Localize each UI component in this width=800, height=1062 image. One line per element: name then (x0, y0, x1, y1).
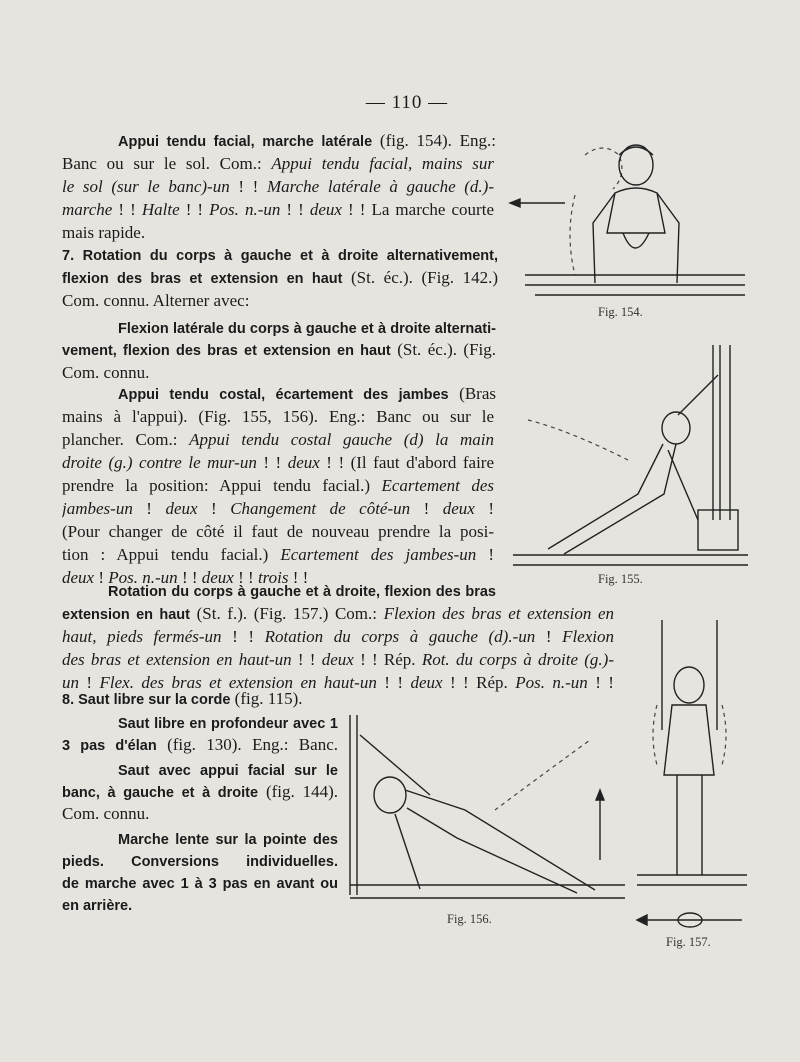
text-segment: Marche latérale à gauche (d.)- (266, 177, 494, 196)
text-segment: Appui tendu costal gauche (d) la main (189, 430, 494, 449)
caption-fig-154: Fig. 154. (598, 305, 643, 319)
text-segment: le sol (sur le banc)-un (62, 177, 230, 196)
text-line (62, 362, 149, 384)
text-line (118, 130, 496, 152)
text-segment: ! ! La marche courte (341, 200, 494, 219)
text-segment: ! ! (280, 200, 310, 219)
text-segment: (fig. 130). Eng.: Banc. (156, 735, 338, 754)
text-segment: deux (201, 568, 234, 587)
text-segment: deux (410, 673, 443, 692)
text-segment: (Pour changer de côté il faut de nouveau prendre la posi- (62, 522, 494, 541)
text-line (62, 872, 338, 894)
text-segment: (fig. 144). (258, 782, 338, 801)
text-segment: (fig. 115). (230, 689, 303, 708)
text-segment: plancher. Com.: (62, 430, 190, 449)
figure-157-illustration (632, 610, 752, 930)
text-segment: ! ! (229, 177, 267, 196)
text-segment: ! ! (256, 453, 288, 472)
text-segment: ! (79, 673, 100, 692)
text-line (62, 649, 614, 671)
text-segment: de marche avec 1 à 3 pas en avant ou (62, 876, 338, 892)
text-line (62, 521, 494, 543)
text-line (62, 603, 614, 625)
caption-fig-156: Fig. 156. (447, 912, 492, 926)
text-line (62, 688, 303, 711)
text-segment: Pos. n.-un (209, 200, 281, 219)
text-line (62, 267, 498, 289)
text-line (108, 580, 496, 602)
text-segment: marche (62, 200, 113, 219)
text-line (62, 781, 338, 803)
text-segment: Ecartement des (381, 476, 494, 495)
text-segment: tion : Appui tendu facial.) (62, 545, 281, 564)
text-segment: mais rapide. (62, 223, 146, 242)
text-segment: Com. connu. (62, 804, 150, 823)
text-segment: Marche lente sur la pointe des (118, 832, 338, 848)
text-line (62, 176, 494, 198)
text-segment: ! ! (288, 568, 309, 587)
text-segment: Saut libre sur la corde (74, 692, 231, 708)
text-segment: deux (309, 200, 342, 219)
text-line (118, 828, 338, 850)
text-segment: Ecartement des jambes-un (280, 545, 477, 564)
text-segment: pieds. Conversions individuelles. (62, 854, 338, 870)
text-segment: (St. f.). (Fig. 157.) Com.: (190, 604, 384, 623)
text-segment: (fig. 154). Eng.: (372, 131, 496, 150)
text-segment: Rotation du corps à gauche et à droite, flexion des bras (108, 584, 496, 600)
text-segment: Banc ou sur le sol. Com.: (62, 154, 272, 173)
text-segment: 7. (62, 248, 75, 264)
text-line (62, 406, 494, 428)
text-line (118, 383, 496, 405)
text-line (62, 734, 338, 756)
text-segment: (St. éc.). (Fig. (397, 340, 496, 359)
text-segment: Saut libre en profondeur avec 1 (118, 716, 338, 732)
text-segment: Flex. des bras et extension en haut-un (99, 673, 377, 692)
text-segment: ! (474, 499, 494, 518)
text-segment: Flexion des bras et extension en (383, 604, 614, 623)
text-segment: ! ! (177, 568, 202, 587)
text-segment: haut, pieds fermés-un (62, 627, 222, 646)
text-line (118, 712, 338, 734)
text-line (62, 544, 494, 566)
caption-fig-155: Fig. 155. (598, 572, 643, 586)
text-line (62, 429, 494, 451)
text-segment: flexion des bras et extension en haut (62, 271, 343, 287)
text-segment: deux (287, 453, 320, 472)
text-line (62, 803, 149, 825)
text-segment: 3 pas d'élan (62, 738, 157, 754)
text-line (62, 199, 494, 221)
text-segment: 8. (62, 692, 75, 708)
text-line (62, 244, 498, 266)
text-segment: ! (197, 499, 231, 518)
text-segment: deux (442, 499, 475, 518)
text-segment: Rotation du corps à gauche et à droite alternativement, (74, 248, 498, 264)
text-segment: ! (94, 568, 109, 587)
text-line (62, 626, 614, 648)
text-segment: banc, à gauche et à droite (62, 785, 259, 801)
caption-fig-157: Fig. 157. (666, 935, 711, 949)
text-segment: ! ! (179, 200, 210, 219)
text-segment: droite (g.) contre le mur-un (62, 453, 257, 472)
text-segment: Halte (141, 200, 180, 219)
text-segment: deux (62, 568, 95, 587)
text-segment: Flexion latérale du corps à gauche et à droite alternati- (118, 321, 496, 337)
text-segment: Com. connu. (62, 363, 150, 382)
text-segment: ! (535, 627, 563, 646)
text-segment: des bras et extension en haut-un (62, 650, 292, 669)
text-line (62, 452, 494, 474)
text-line (62, 475, 494, 497)
text-line (62, 290, 249, 312)
text-segment: Changement de côté-un (230, 499, 411, 518)
figure-156-illustration (345, 710, 630, 910)
text-segment: ! ! (376, 673, 411, 692)
text-segment: trois (257, 568, 289, 587)
text-segment: ! (132, 499, 166, 518)
text-segment: ! ! Rép. (353, 650, 422, 669)
text-segment: un (62, 673, 79, 692)
text-segment: ! (476, 545, 494, 564)
figure-154-illustration (505, 135, 750, 305)
text-segment: ! ! Rép. (442, 673, 516, 692)
text-segment: mains à l'appui). (Fig. 155, 156). Eng.: Banc ou sur le (62, 407, 494, 426)
text-line (118, 759, 338, 781)
figure-155-illustration (508, 340, 753, 570)
text-segment: ! ! (291, 650, 322, 669)
text-line (118, 317, 496, 339)
text-segment: ! (410, 499, 443, 518)
text-segment: Flexion (562, 627, 614, 646)
text-segment: Saut avec appui facial sur le (118, 763, 338, 779)
text-segment: ! ! (587, 673, 614, 692)
text-segment: ! ! (112, 200, 142, 219)
text-segment: Pos. n.-un (108, 568, 178, 587)
text-segment: (Bras (459, 384, 496, 403)
text-segment: (St. éc.). (Fig. 142.) (342, 268, 498, 287)
text-segment: Rot. du corps à droite (g.)- (421, 650, 614, 669)
text-line (62, 850, 338, 872)
text-line (62, 894, 132, 917)
text-segment: ! ! (233, 568, 258, 587)
text-segment: jambes-un (62, 499, 133, 518)
text-segment: ! ! (Il faut d'abord faire (319, 453, 494, 472)
text-segment: Com. connu. Alterner avec: (62, 291, 250, 310)
text-line (62, 153, 494, 175)
text-segment: vement, flexion des bras et extension en haut (62, 343, 391, 359)
text-segment: deux (321, 650, 354, 669)
text-segment: Pos. n.-un (515, 673, 588, 692)
text-line (62, 498, 494, 520)
text-segment: Appui tendu facial, marche latérale (118, 134, 373, 150)
text-segment: Appui tendu facial, mains sur (271, 154, 494, 173)
text-line (62, 222, 145, 244)
text-segment: Appui tendu costal, écartement des jambes (118, 387, 449, 403)
text-segment: en arrière. (62, 898, 133, 914)
text-segment: Rotation du corps à gauche (d).-un (264, 627, 536, 646)
text-segment: deux (165, 499, 198, 518)
text-segment: prendre la position: Appui tendu facial.) (62, 476, 382, 495)
text-line (62, 339, 496, 361)
page-number: — 110 — (365, 92, 449, 113)
text-segment: ! ! (221, 627, 265, 646)
text-segment: extension en haut (62, 607, 190, 623)
